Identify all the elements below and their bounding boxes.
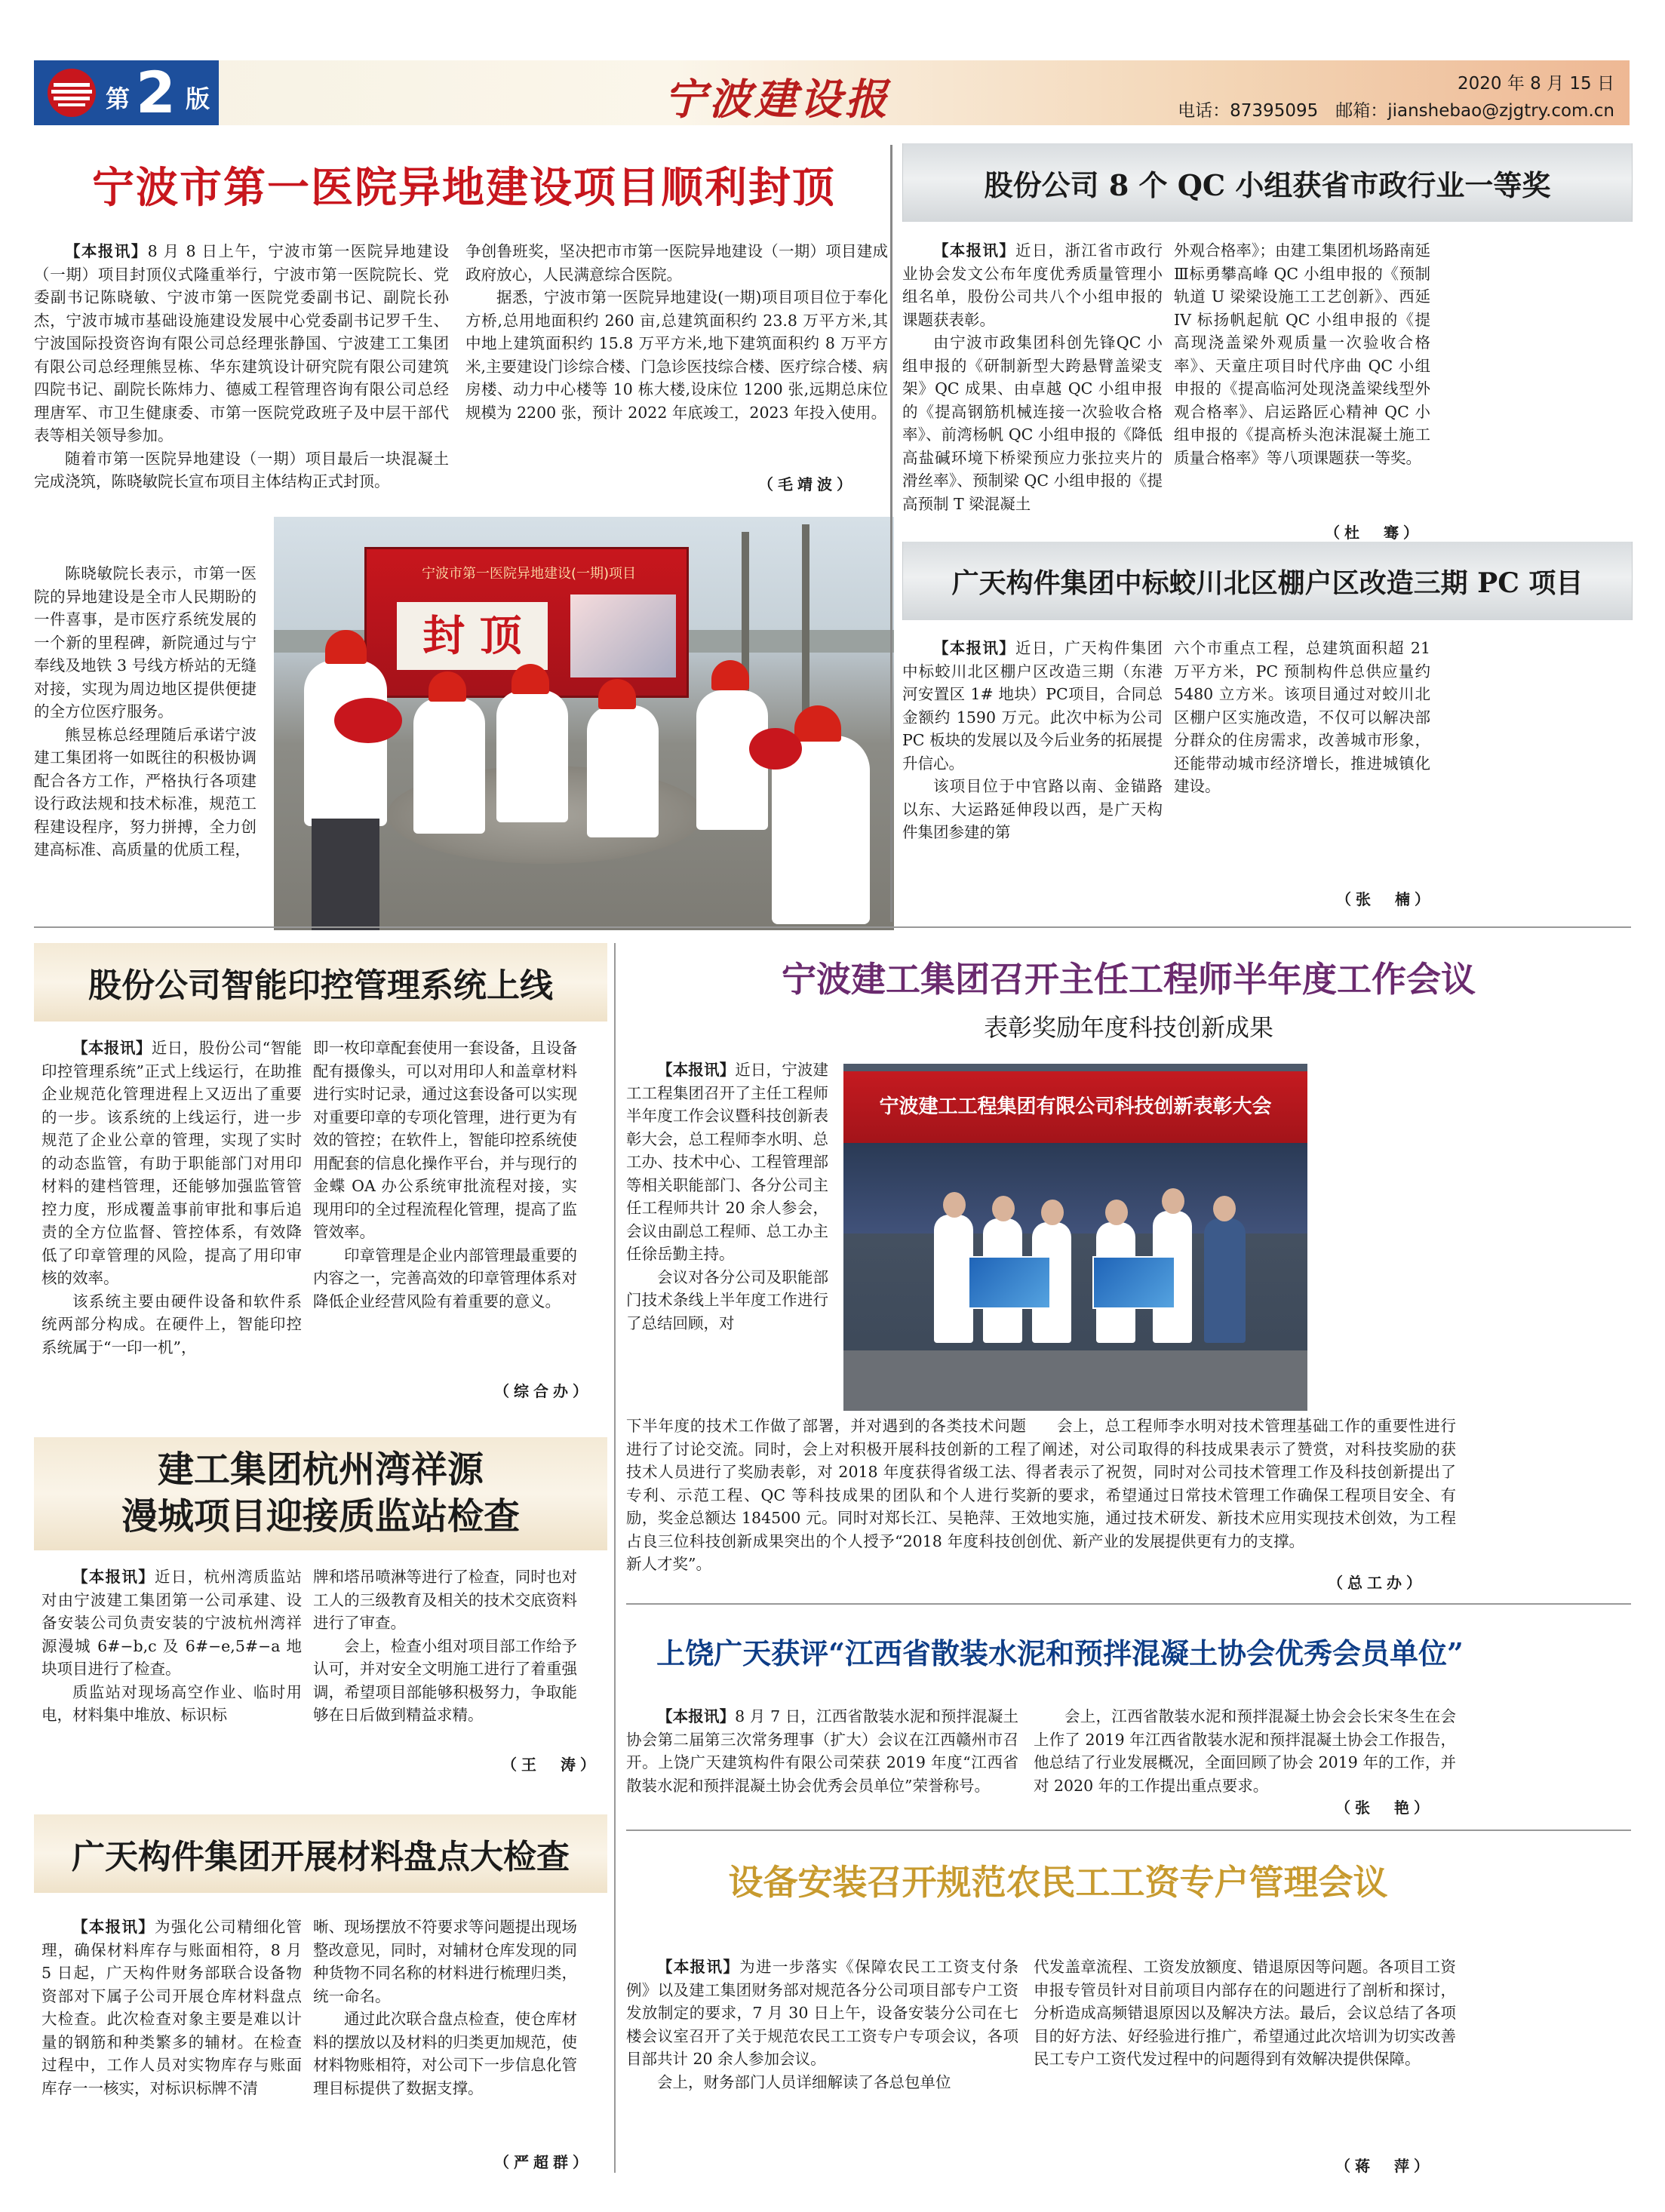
column-divider	[614, 943, 616, 2173]
article-pc-project	[902, 542, 1631, 919]
paragraph: 近日，广天构件集团中标蛟川北区棚户区改造三期（东港河安置区 1# 地块）PC项目，合同总金额约 1590 万元。此次中标为公司 PC 板块的发展以及今后业务的拓展提升信心。	[902, 639, 1163, 773]
column-left	[626, 1705, 1018, 1797]
contact-info: 电话：87395095 邮箱：jianshebao@zjgtry.com.cn	[1178, 101, 1614, 121]
paragraph: 六个市重点工程，总建筑面积超 21 万平方米，PC 预制构件总供应量约 5480 立方米。该项目通过对蛟川北区棚户区实施改造，不仅可以解决部分群众的住房需求，改善城市形象，还能带动城市经济增长，推进城镇化建设。	[1174, 639, 1430, 795]
author-credit: （王 涛）	[502, 1756, 600, 1774]
column-left-narrow	[626, 1058, 828, 1335]
paragraph: 牌和塔吊喷淋等进行了检查，同时也对工人的三级教育及相关的技术交底资料进行了审查。	[313, 1568, 577, 1632]
column-left	[902, 239, 1163, 515]
paragraph: 陈晓敏院长表示，市第一医院的异地建设是全市人民期盼的一件喜事，是市医疗系统发展的一个新的里程碑，新院通过与宁奉线及地铁 3 号线方桥站的无缝对接，实现为周边地区提供便捷的全方位医疗服务。	[34, 564, 257, 720]
headline: 广天构件集团开展材料盘点大检查	[34, 1814, 607, 1893]
column-right	[1034, 1705, 1456, 1797]
news-tag: 【本报讯】	[72, 1568, 155, 1586]
news-tag: 【本报讯】	[933, 241, 1016, 260]
topping-ceremony-photo	[274, 517, 894, 930]
headline: 宁波建工集团召开主任工程师半年度工作会议	[782, 959, 1476, 1000]
paragraph: 通过此次联合盘点检查，使仓库材料的摆放以及材料的归类更加规范，使材料物账相符，对公司下一步信息化管理目标提供了数据支撑。	[313, 2010, 577, 2097]
column-right	[1034, 1955, 1456, 2071]
column-right	[313, 1037, 577, 1313]
headline: 设备安装召开规范农民工工资专户管理会议	[728, 1862, 1388, 1903]
paragraph: 该系统主要由硬件设备和软件系统两部分构成。在硬件上，智能印控系统属于“一印一机”，	[41, 1292, 302, 1356]
paragraph: 即一枚印章配套使用一套设备，且设备配有摄像头，可以对用印人和盖章材料进行实时记录，通过这套设备可以实现对重要印章的专项化管理，进行更为有效的管控；在软件上，智能印控系统使用配套的信息化操作平台，并与现行的金蝶 OA 办公系统审批流程对接，实现用印的全过程流程化管理，提高了监管效率。	[313, 1039, 577, 1241]
paragraph: 为进一步落实《保障农民工工资支付条例》以及建工集团财务部对规范各分公司项目部专户工资发放制定的要求，7 月 30 日上午，设备安装分公司在七楼会议室召开了关于规范农民工工资专户专项会议，各项目部共计 20 余人参加会议。	[626, 1958, 1019, 2068]
paragraph: 质监站对现场高空作业、临时用电，材料集中堆放、标识标	[41, 1682, 302, 1724]
paragraph: 会上，检查小组对项目部工作给予认可，并对安全文明施工进行了着重强调，希望项目部能够积极努力，争取能够在日后做到精益求精。	[313, 1636, 577, 1724]
author-credit: （张 楠）	[1336, 890, 1434, 908]
edition-suffix: 版	[186, 84, 210, 113]
article-engineer-meeting	[626, 943, 1631, 1607]
paper-name: 宁波建设报	[664, 75, 890, 124]
issue-date: 2020 年 8 月 15 日	[1458, 74, 1614, 94]
article-wage-account	[626, 1841, 1631, 2195]
paragraph: 印章管理是企业内部管理最重要的内容之一，完善高效的印章管理体系对降低企业经营风险有着重要的意义。	[313, 1246, 577, 1310]
column-left-narrow	[34, 562, 257, 862]
paragraph: 下半年度的技术工作做了部署，并对遇到的各类技术问题进行了讨论交流。同时，会上对积极开展科技创新的工程技术人员进行了奖励表彰，对 2018 年度获得省级工法、专利、示范工程、QC 等科技成果的团队和个人进行奖励，奖金总额达 184500 元。同时对郑长江、吴艳萍、王占良三位科技创新成果突出的个人授予“2018 年度科技创新人才奖”。	[626, 1417, 1026, 1573]
column-right	[1174, 637, 1430, 798]
column-left	[902, 637, 1163, 844]
author-credit: （严超群）	[494, 2153, 592, 2171]
article-seal-system	[34, 943, 607, 1415]
author-credit: （总工办）	[1328, 1574, 1426, 1592]
paragraph: 会上，总工程师李水明对技术管理基础工作的重要性进行了阐述，对公司取得的科技成果表示了赞赏，对科技奖励的获得者表示了祝贺，同时对公司技术管理工作及科技创新提出了新的要求，希望通过日常技术管理工作确保工程项目安全、有效地实施，通过技术研发、新技术应用实现技术创效，为工程创优、新产业的发展提供更有力的支撑。	[1026, 1417, 1456, 1550]
column-left	[41, 1037, 302, 1359]
edition-number: 2	[136, 59, 176, 126]
paragraph: 据悉，宁波市第一医院异地建设(一期)项目项目位于奉化方桥,总用地面积约 260 亩,总建筑面积约 23.8 万平方米,其中地上建筑面积约 15.8 万平方米,地下建筑面积约 8 万平方米,主要建设门诊综合楼、门急诊医技综合楼、医疗综合楼、病房楼、动力中心楼等 10 栋大楼,设床位 1200 张,远期总床位规模为 2200 张，预计 2022 年底竣工，2023 年投入使用。	[465, 288, 889, 422]
paragraph: 8 月 7 日，江西省散装水泥和预拌混凝土协会第二届第三次常务理事（扩大）会议在江西赣州市召开。上饶广天建筑构件有限公司荣获 2019 年度“江西省散装水泥和预拌混凝土协会优秀会员单位”荣誉称号。	[626, 1707, 1018, 1795]
paragraph: 由宁波市政集团科创先锋QC 小组申报的《研制新型大跨悬臂盖梁支架》QC 成果、由卓越 QC 小组申报的《提高钢筋机械连接一次验收合格率》、前湾杨帆 QC 小组申报的《降低高盐碱环境下桥梁预应力张拉夹片的滑丝率》、预制梁 QC 小组申报的《提高预制 T 梁混凝土	[902, 333, 1163, 513]
news-tag: 【本报讯】	[657, 1707, 736, 1725]
paragraph: 该项目位于中官路以南、金锚路以东、大运路延伸段以西，是广天构件集团参建的第	[902, 777, 1163, 841]
headline: 股份公司 8 个 QC 小组获省市政行业一等奖	[902, 143, 1633, 222]
column-right	[1174, 239, 1430, 469]
column-divider	[890, 145, 892, 922]
edition-label: 第	[106, 84, 131, 113]
headline: 股份公司智能印控管理系统上线	[34, 943, 607, 1022]
paragraph: 会上，江西省散装水泥和预拌混凝土协会会长宋冬生在会上作了 2019 年江西省散装水泥和预拌混凝土协会工作报告，他总结了行业发展概况，全面回顾了协会 2019 年的工作，并对 2020 年的工作提出重点要求。	[1034, 1707, 1456, 1795]
column-left	[41, 1916, 302, 2100]
paragraph: 8 月 8 日上午，宁波市第一医院异地建设（一期）项目封顶仪式隆重举行，宁波市第一医院院长、党委副书记陈晓敏、宁波市第一医院党委副书记、副院长孙杰，宁波市城市基础设施建设发展中心党委副书记罗千生、宁波国际投资咨询有限公司总经理张静国、宁波建工工集团有限公司总经理熊昱栋、华东建筑设计研究院有限公司建筑四院书记、副院长陈炜力、德威工程管理咨询有限公司总经理唐军、市卫生健康委、市第一医院党政班子及中层干部代表等相关领导参加。	[34, 242, 450, 444]
column-right	[313, 1565, 577, 1727]
paragraph: 随着市第一医院异地建设（一期）项目最后一块混凝土完成浇筑，陈晓敏院长宣布项目主体结构正式封顶。	[34, 449, 449, 490]
award-banner: 宁波建工工程集团有限公司科技创新表彰大会	[843, 1071, 1307, 1143]
author-credit: （张 艳）	[1335, 1799, 1433, 1817]
paragraph: 争创鲁班奖，坚决把市市第一医院异地建设（一期）项目建成政府放心，人民满意综合医院。	[465, 242, 888, 284]
article-qc-awards	[902, 143, 1631, 555]
author-credit: （杜 骞）	[1325, 524, 1423, 542]
section-divider	[626, 1830, 1631, 1831]
news-tag: 【本报讯】	[657, 1958, 740, 1976]
newspaper-logo-icon	[45, 66, 98, 119]
innovation-award-photo	[843, 1064, 1307, 1411]
news-tag: 【本报讯】	[657, 1061, 736, 1079]
author-credit: （综合办）	[494, 1382, 592, 1400]
paragraph: 近日，杭州湾质监站对由宁波建工集团第一公司承建、设备安装公司负责安装的宁波杭州湾祥源漫城 6#−b,c 及 6#−e,5#−a 地块项目进行了检查。	[41, 1568, 303, 1678]
column-left	[626, 1955, 1018, 2094]
article-material-inventory	[34, 1814, 607, 2192]
column-right	[465, 240, 888, 424]
article-quality-inspection	[34, 1437, 607, 1830]
news-tag: 【本报讯】	[72, 1039, 152, 1057]
paragraph: 晰、现场摆放不符要求等问题提出现场整改意见，同时，对辅材仓库发现的同种货物不同名称的材料进行梳理归类，统一命名。	[313, 1918, 577, 2005]
column-left	[34, 240, 449, 493]
award-board	[1092, 1256, 1175, 1309]
paragraph: 熊昱栋总经理随后承诺宁波建工集团将一如既往的积极协调配合各方工作，严格执行各项建设行政法规和技术标准，规范工程建设程序，努力拼搏，全力创建高标准、高质量的优质工程，	[34, 725, 257, 859]
paragraph: 为强化公司精细化管理，确保材料库存与账面相符，8 月 5 日起，广天构件财务部联合设备物资部对下属子公司开展仓库材料盘点大检查。此次检查对象主要是难以计量的钢筋和种类繁多的辅材。在检查过程中，工作人员对实物库存与账面库存一一核实，对标识标牌不清	[41, 1918, 303, 2097]
section-divider	[34, 926, 1631, 928]
column-right	[313, 1916, 577, 2100]
headline: 广天构件集团中标蛟川北区棚户区改造三期 PC 项目	[902, 542, 1633, 620]
column-wide-left	[626, 1415, 1026, 1576]
news-tag: 【本报讯】	[72, 1918, 155, 1936]
paragraph: 近日，宁波建工工程集团召开了主任工程师半年度工作会议暨科技创新表彰大会，总工程师李水明、总工办、技术中心、工程管理部等相关职能部门、各分公司主任工程师共计 20 余人参会，会议由副总工程师、总工办主任徐岳勤主持。	[626, 1061, 828, 1263]
ceremony-banner: 宁波市第一医院异地建设(一期)项目 封 顶	[364, 547, 689, 698]
subheadline: 表彰奖励年度科技创新成果	[983, 1013, 1273, 1042]
news-tag: 【本报讯】	[65, 242, 148, 260]
headline: 宁波市第一医院异地建设项目顺利封顶	[92, 163, 836, 213]
paragraph: 外观合格率》；由建工集团机场路南延Ⅲ标勇攀高峰 QC 小组申报的《预制轨道 U 梁梁设施工工艺创新》、西延 IV 标扬帆起航 QC 小组申报的《提高现浇盖梁外观质量一次验收合格率》、天童庄项目时代序曲 QC 小组申报的《提高临河处现浇盖梁线型外观合格率》、启运路匠心精神 QC 小组申报的《提高桥头泡沫混凝土施工质量合格率》等八项课题获一等奖。	[1174, 241, 1430, 467]
column-left	[41, 1565, 302, 1727]
article-hospital-topping	[34, 143, 894, 928]
paragraph: 会议对各分公司及职能部门技术条线上半年度工作进行了总结回顾，对	[626, 1267, 828, 1332]
paragraph: 近日，浙江省市政行业协会发文公布年度优秀质量管理小组名单，股份公司共八个小组申报的课题获表彰。	[902, 241, 1163, 329]
paragraph: 近日，股份公司“智能印控管理系统”正式上线运行，在助推企业规范化管理进程上又迈出了重要的一步。该系统的上线运行，进一步规范了企业公章的管理，实现了实时的动态监管，有助于职能部门对用印材料的建档管理，还能够加强监管管控力度，形成覆盖事前审批和事后追责的全方位监督、管控体系，有效降低了印章管理的风险，提高了用印审核的效率。	[41, 1039, 302, 1287]
news-tag: 【本报讯】	[933, 639, 1016, 657]
headline: 上饶广天获评“江西省散装水泥和预拌混凝土协会优秀会员单位”	[656, 1636, 1464, 1670]
paragraph: 会上，财务部门人员详细解读了各总包单位	[657, 2072, 951, 2091]
award-board	[968, 1256, 1051, 1309]
column-wide-right	[1026, 1415, 1456, 1553]
headline: 建工集团杭州湾祥源 漫城项目迎接质监站检查	[34, 1437, 607, 1550]
section-divider	[626, 1603, 1631, 1605]
author-credit: （毛靖波）	[758, 475, 856, 493]
author-credit: （蒋 萍）	[1335, 2157, 1433, 2175]
paragraph: 代发盖章流程、工资发放额度、错退原因等问题。各项目工资申报专管员针对目前项目内部存在的问题进行了剖析和探讨，分析造成高频错退原因以及解决方法。最后，会议总结了各项目的好方法、好经验进行推广，希望通过此次培训为切实改善民工专户工资代发过程中的问题得到有效解决提供保障。	[1034, 1958, 1456, 2068]
